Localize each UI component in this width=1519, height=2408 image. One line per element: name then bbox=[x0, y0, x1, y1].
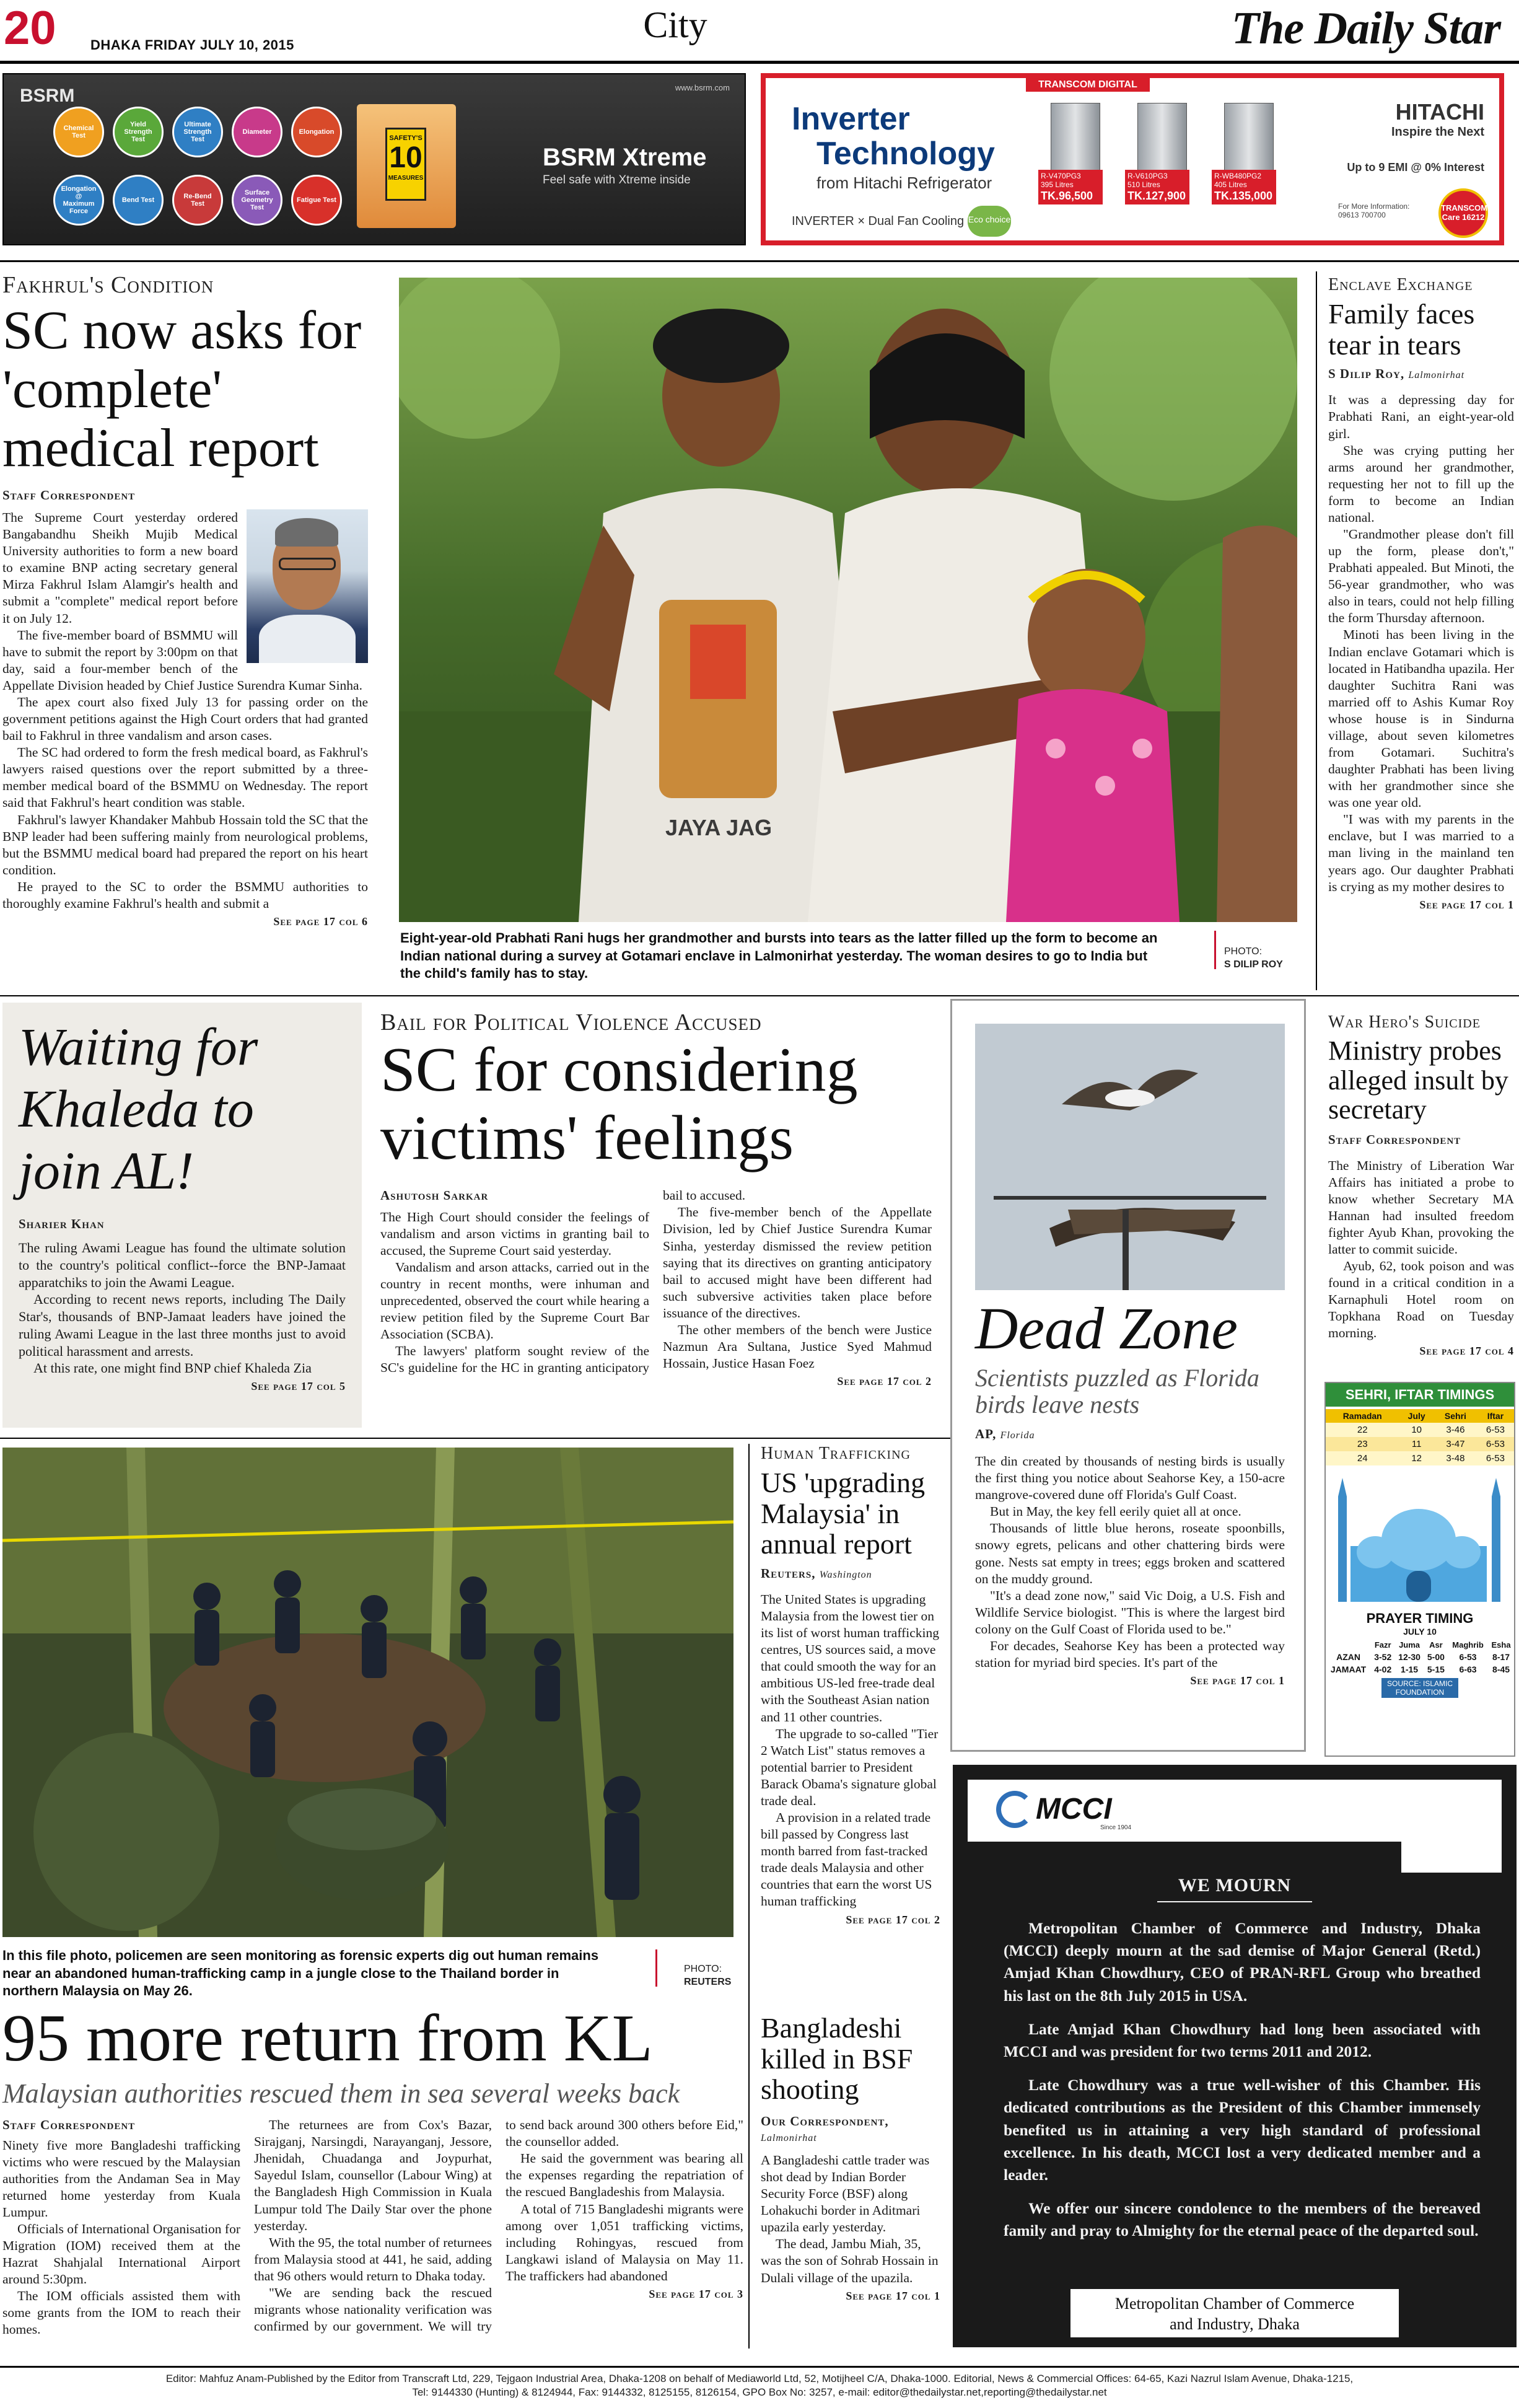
story-headline[interactable]: 95 more return from KL bbox=[2, 2002, 653, 2075]
us-col-rule bbox=[748, 1444, 750, 2349]
bsrm-tagline: Feel safe with Xtreme inside bbox=[543, 174, 691, 187]
bsrm-logo: BSRM bbox=[20, 86, 75, 106]
hitachi-ad[interactable] bbox=[761, 73, 1504, 245]
fridge-price-tag bbox=[1038, 170, 1103, 204]
paragraph: The dead, Jambu Miah, 35, was the son of Sohrab Hossain in Dulali village of the upazila. bbox=[761, 2236, 939, 2285]
prayer-header: Maghrib bbox=[1452, 1640, 1484, 1650]
trafficking-caption: In this file photo, policemen are seen monitoring as forensic experts dig out human remains near an abandoned human-trafficking camp in a jungle close to the Thailand border in northern Malaysia on May 26. bbox=[2, 1948, 599, 1999]
hitachi-brand-tag: Inspire the Next bbox=[1391, 125, 1484, 139]
paragraph: "We are sending back the rescued migrants whose nationality verification was confirmed by our government. We will try to send back around 300 others before Eid," the counsellor added. bbox=[254, 2117, 743, 2334]
paragraph: A total of 715 Bangladeshi migrants were among over 1,051 trafficking victims, including Rohingyas, rescued from Langkawi island of Malaysia on May 11. The traffickers had abandoned bbox=[506, 2201, 743, 2283]
dateline: DHAKA FRIDAY JULY 10, 2015 bbox=[90, 37, 294, 53]
story-paragraphs bbox=[19, 1239, 346, 1377]
story-headline[interactable]: Dead Zone bbox=[975, 1295, 1238, 1361]
fridge-price-tag bbox=[1125, 170, 1189, 204]
paragraph: The other members of the bench were Justice Nazmun Ara Sultana, Justice Syed Mahmud Hossain, Justice Hasan Foez bbox=[663, 1322, 932, 1371]
credit-label: PHOTO: bbox=[1224, 946, 1263, 957]
story-paragraphs bbox=[2, 2117, 743, 2365]
see-page[interactable]: See page 17 col 1 bbox=[1419, 898, 1514, 911]
trafficking-image bbox=[2, 1448, 733, 1937]
paragraph: The Ministry of Liberation War Affairs has initiated a probe to know whether Secretary MA Hannan had insulted freedom fighter Ayub Khan, provoking the latter to commit suicide. bbox=[1328, 1158, 1514, 1257]
paragraph: At this rate, one might find BNP chief Khaleda Zia bbox=[33, 1360, 312, 1376]
mcci-signature bbox=[1070, 2289, 1399, 2337]
main-photo-credit-rule bbox=[1214, 931, 1216, 969]
story-body bbox=[975, 1453, 1285, 1688]
fridge-model bbox=[1212, 103, 1286, 239]
deadzone-image bbox=[975, 1024, 1285, 1290]
story-kl bbox=[2, 2003, 743, 2350]
transcom-care-badge: TRANSCOM Care 16212 bbox=[1438, 188, 1488, 238]
prayer-date: JULY 10 bbox=[1403, 1627, 1437, 1637]
story-byline: Staff Correspondent bbox=[2, 488, 136, 503]
trafficking-credit bbox=[684, 1963, 733, 1989]
story-body bbox=[2, 509, 368, 929]
paragraph: The IOM officials assisted them with some grants from the IOM to reach their homes. bbox=[2, 2288, 240, 2337]
sehri-header: Ramadan bbox=[1326, 1409, 1399, 1423]
story-us bbox=[761, 1444, 940, 2002]
sehri-cell: 22 bbox=[1326, 1423, 1399, 1437]
sehri-cell: 10 bbox=[1399, 1423, 1434, 1437]
paragraph: The Supreme Court yesterday ordered Bangabandhu Sheikh Mujib Medical University authorities to form a new board to examine BNP acting secretary general Mirza Fakhrul Islam Alamgir's health and submit a "complete" medical report before it on July 12. bbox=[2, 510, 238, 626]
hitachi-headline-1: Inverter bbox=[792, 101, 910, 137]
paragraph: He said the government was bearing all the expenses regarding the repatriation of the rescued Bangladeshis from Malaysia. bbox=[506, 2151, 743, 2200]
prayer-source: SOURCE: ISLAMIC FOUNDATION bbox=[1381, 1678, 1458, 1698]
bsrm-url: www.bsrm.com bbox=[675, 83, 730, 92]
story-headline[interactable]: Bangladeshi killed in BSF shooting bbox=[761, 2012, 913, 2106]
paragraph: Metropolitan Chamber of Commerce and Industry, Dhaka (MCCI) deeply mourn at the sad demise of Major General (Retd.) Amjad Khan Chowdhury, CEO of PRAN-RFL Group who breathed his last on the 8th July 2015 in USA. bbox=[1004, 1919, 1481, 2005]
paragraph: Thousands of little blue herons, roseate spoonbills, snowy egrets, pelicans and other chattering birds were gone. Nests sat empty in trees; eggs broken and scattered on the muddy ground. bbox=[975, 1521, 1285, 1586]
paragraph: Late Chowdhury was a true well-wisher of this Chamber. His dedicated contributions as the President of this Chamber immensely benefited us in attaining a very high standard of professional excellence. In his death, MCCI lost a very dedicated member and a leader. bbox=[1004, 2076, 1481, 2184]
story-subhead: Scientists puzzled as Florida birds leave nests bbox=[975, 1363, 1259, 1418]
paragraph: "It's a dead zone now," said Vic Doig, a U.S. Fish and Wildlife Service biologist. "This is where the largest bird colony on the Gulf Coast of Florida used to be." bbox=[975, 1588, 1285, 1637]
sehri-cell: 3-46 bbox=[1434, 1423, 1477, 1437]
mcci-logo-mark bbox=[996, 1791, 1033, 1828]
story-headline[interactable]: SC for considering victims' feelings bbox=[380, 1035, 858, 1174]
bsrm-test-circle: Re-Bend Test bbox=[172, 175, 223, 226]
prayer-cell: 12-30 bbox=[1398, 1652, 1421, 1663]
sehri-header: July bbox=[1399, 1409, 1434, 1423]
paragraph: We offer our sincere condolence to the members of the bereaved family and pray to Almighty for the eternal peace of the departed soul. bbox=[1004, 2199, 1481, 2240]
sehri-cell: 3-48 bbox=[1434, 1451, 1477, 1465]
story-byline bbox=[1328, 366, 1514, 382]
mcci-corner-white bbox=[1401, 1780, 1502, 1873]
prayer-title: PRAYER TIMING bbox=[1366, 1610, 1474, 1627]
trafficking-photo[interactable] bbox=[2, 1448, 733, 1937]
fridge-name: R-V470PG3 bbox=[1041, 172, 1081, 180]
bsrm-test-circle: Surface Geometry Test bbox=[232, 175, 282, 226]
prayer-cell: 6-53 bbox=[1459, 1652, 1477, 1663]
sehri-cell: 23 bbox=[1326, 1437, 1399, 1451]
see-page[interactable]: See page 17 col 4 bbox=[1419, 1345, 1514, 1358]
mcci-ad[interactable] bbox=[953, 1765, 1517, 2347]
byline-place: Lalmonirhat bbox=[1408, 370, 1465, 381]
paragraph: Ninety five more Bangladeshi trafficking victims who were rescued by the Malaysian authorities from the Andaman Sea in May returned home yesterday from Kuala Lumpur. bbox=[2, 2137, 240, 2220]
prayer-header: Esha bbox=[1491, 1640, 1511, 1650]
story-byline: Staff Correspondent bbox=[2, 2117, 136, 2133]
fridge-model bbox=[1038, 103, 1113, 239]
footer-line-1: Editor: Mahfuz Anam-Published by the Editor from Transcraft Ltd, 229, Tejgaon Industrial Area, Dhaka-1208 on behalf of Mediaworld Ltd, 52, Motijheel C/A, Dhaka-1000. Editorial, News & Commercial Offices: 64-65, Kazi Nazrul Islam Avenue, Dhaka-1215, bbox=[165, 2373, 1354, 2384]
story-khaleda bbox=[2, 1003, 362, 1428]
fridge-lineup bbox=[1038, 103, 1298, 239]
hitachi-headline-2: Technology bbox=[816, 136, 995, 172]
sehri-table bbox=[1326, 1409, 1514, 1465]
bsrm-test-circle: Diameter bbox=[232, 107, 282, 157]
prayer-cell: 6-63 bbox=[1459, 1664, 1477, 1675]
bsrm-test-circle: Bend Test bbox=[113, 175, 164, 226]
story-body bbox=[380, 1187, 932, 1389]
prayer-cell: JAMAAT bbox=[1330, 1664, 1367, 1675]
paragraph: The ruling Awami League has found the ultimate solution to the country's political conflict--force the BNP-Jamaat apparatchiks to join the Awami League. bbox=[19, 1240, 346, 1290]
story-body bbox=[2, 2117, 743, 2365]
paragraph: The SC had ordered to form the fresh medical board, as Fakhrul's lawyers raised questions over the report submitted by a three-member medical board of the BSMMU on Wednesday. The report said that Fakhrul's heart condition was stable. bbox=[2, 745, 368, 811]
paragraph: The din created by thousands of nesting birds is usually the first thing you notice about Seahorse Key, a 150-acre mangrove-covered dune off Florida's Gulf Coast. bbox=[975, 1454, 1285, 1503]
mcci-signature-line-1: Metropolitan Chamber of Commerce bbox=[1114, 2295, 1355, 2313]
byline-name: AP, bbox=[975, 1426, 997, 1442]
story-deadzone bbox=[975, 1296, 1285, 1742]
paragraph: A provision in a related trade bill passed by Congress last month barred from fast-tracked trade deals Malaysia and other countries that earn the worst US human trafficking bbox=[761, 1810, 932, 1909]
safety-badge-top: SAFETY'S bbox=[389, 134, 422, 142]
sehri-cell: 11 bbox=[1399, 1437, 1434, 1451]
prayer-cell: 8-17 bbox=[1492, 1652, 1510, 1663]
bsrm-test-circle: Elongation @ Maximum Force bbox=[53, 175, 104, 226]
section-name: City bbox=[643, 4, 707, 45]
story-enclave bbox=[1328, 275, 1514, 994]
fakhrul-portrait bbox=[247, 509, 368, 663]
paragraph: The United States is upgrading Malaysia from the lowest tier on its list of worst human trafficking centres, US sources said, a move that could smooth the way for an ambitious US-led free-trade deal with the Southeast Asian nation and 11 other countries. bbox=[761, 1592, 940, 1725]
story-body bbox=[761, 2152, 940, 2303]
story-headline[interactable]: Ministry probes alleged insult by secretary bbox=[1328, 1035, 1508, 1125]
mid-rule bbox=[0, 995, 1519, 996]
see-page[interactable]: See page 17 col 2 bbox=[837, 1375, 932, 1388]
paragraph: She was crying putting her arms around her grandmother, requesting her not to fill up the form to become an Indian national. bbox=[1328, 442, 1514, 525]
story-body bbox=[761, 1591, 940, 1927]
fridge-price: TK.96,500 bbox=[1041, 189, 1093, 202]
story-headline[interactable]: SC now asks for 'complete' medical report bbox=[2, 301, 362, 479]
paragraph: The High Court should consider the feelings of vandalism and arson victims in granting bail to accused, the Supreme Court said yesterday. bbox=[380, 1209, 649, 1258]
story-bsf bbox=[761, 2013, 940, 2353]
mcci-signature-line-2: and Industry, Dhaka bbox=[1170, 2314, 1300, 2333]
prayer-cell: AZAN bbox=[1336, 1652, 1360, 1663]
trafficking-credit-rule bbox=[655, 1949, 657, 1987]
sehri-cell: 6-53 bbox=[1477, 1437, 1514, 1451]
story-paragraphs bbox=[761, 2152, 940, 2287]
byline-name: Our Correspondent, bbox=[761, 2114, 889, 2129]
story-warhero bbox=[1328, 1013, 1514, 1384]
hitachi-subline: from Hitachi Refrigerator bbox=[816, 174, 992, 192]
story-subhead: Malaysian authorities rescued them in sea several weeks back bbox=[2, 2078, 680, 2109]
sehri-cell: 12 bbox=[1399, 1451, 1434, 1465]
fridge-name: R-WB480PG2 bbox=[1214, 172, 1262, 180]
footer-line-2: Tel: 9144330 (Hunting) & 8124944, Fax: 9144332, 8125155, 8126154, GPO Box No: 3257, e-mail: editor@thedailystar.net,reporting@thedailystar.net bbox=[412, 2386, 1107, 2399]
fridge-model bbox=[1125, 103, 1199, 239]
mcci-logo-panel bbox=[968, 1780, 1401, 1842]
fridge-price: TK.127,900 bbox=[1127, 189, 1186, 202]
paragraph: According to recent news reports, including The Daily Star's, thousands of BNP-Jamaat leaders have joined the ruling Awami League in the last three months just to avoid political harassment and arrests. bbox=[19, 1291, 346, 1359]
story-body bbox=[1328, 1158, 1514, 1359]
hitachi-feature: INVERTER × Dual Fan Cooling bbox=[792, 214, 965, 228]
paragraph: Minoti has been living in the Indian enclave Gotamari which is located in Hatibandha upazila. Her daughter Suchitra Rani was married off to Ashis Kumar Roy whose house is in Sindurna village, about seven kilometres from Gotamari. Suchitra's daughter Prabhati has been living with her grandmother since she was one year old. bbox=[1328, 627, 1514, 811]
lower-rule bbox=[0, 1438, 950, 1439]
byline-place: Lalmonirhat bbox=[761, 2133, 817, 2144]
see-page[interactable]: See page 17 col 1 bbox=[846, 2289, 940, 2302]
footer-rule bbox=[0, 2366, 1519, 2368]
story-paragraphs bbox=[1328, 1158, 1514, 1342]
story-paragraphs bbox=[761, 1591, 940, 1910]
paragraph: He prayed to the SC to order the BSMMU authorities to thoroughly examine Fakhrul's health and submit a bbox=[2, 879, 368, 911]
paragraph: With the 95, the total number of returnees from Malaysia stood at 441, he said, adding that 96 others would return to Dhaka today. bbox=[254, 2234, 492, 2283]
story-byline: Ashutosh Sarkar bbox=[380, 1188, 489, 1203]
credit-name: S DILIP ROY bbox=[1224, 959, 1283, 970]
story-kicker: Fakhrul's Condition bbox=[2, 272, 214, 298]
credit-label: PHOTO: bbox=[684, 1964, 722, 1974]
hitachi-emi: Up to 9 EMI @ 0% Interest bbox=[1347, 161, 1484, 174]
story-paragraphs bbox=[975, 1453, 1285, 1671]
see-page[interactable]: See page 17 col 3 bbox=[649, 2287, 743, 2300]
story-byline bbox=[975, 1426, 1285, 1442]
main-photo[interactable] bbox=[399, 278, 1297, 922]
mcci-since: Since 1904 bbox=[1100, 1824, 1132, 1831]
mcci-logo: MCCI bbox=[1036, 1793, 1112, 1826]
footer-imprint bbox=[0, 2372, 1519, 2399]
hitachi-brand: HITACHI bbox=[1395, 99, 1484, 125]
byline-name: Reuters, bbox=[761, 1566, 816, 1581]
prayer-header: Asr bbox=[1429, 1640, 1443, 1650]
mosque-illustration bbox=[1326, 1472, 1514, 1608]
paragraph: The upgrade to so-called "Tier 2 Watch List" status removes a potential barrier to President Barack Obama's signature global trade deal. bbox=[761, 1726, 939, 1808]
hitachi-info: For More Information: 09613 700700 bbox=[1338, 202, 1410, 219]
prayer-cell: 8-45 bbox=[1492, 1664, 1510, 1675]
paragraph: It was a depressing day for Prabhati Rani, an eight-year-old girl. bbox=[1328, 392, 1514, 441]
fridge-litres: 395 Litres bbox=[1041, 180, 1074, 190]
prayer-header: Juma bbox=[1399, 1640, 1421, 1650]
paragraph: A Bangladeshi cattle trader was shot dead by Indian Border Security Force (BSF) along Lohakuchi border in Aditmari upazila early yesterday. bbox=[761, 2153, 930, 2235]
masthead bbox=[0, 0, 1519, 65]
credit-name: REUTERS bbox=[684, 1976, 732, 1987]
see-page[interactable]: See page 17 col 1 bbox=[1190, 1674, 1285, 1687]
prayer-cell: 3-52 bbox=[1374, 1652, 1392, 1663]
paragraph: "Grandmother please don't fill up the form, please don't," Prabhati appealed. But Minoti, the 56-year grandmother, who was also in tears, could not help filling the form Thursday afternoon. bbox=[1328, 526, 1514, 626]
story-kicker: Human Trafficking bbox=[761, 1444, 911, 1463]
right-col-rule bbox=[1316, 271, 1317, 990]
story-headline[interactable]: Family faces tear in tears bbox=[1328, 298, 1475, 361]
story-fakhrul bbox=[2, 271, 368, 990]
byline-name: S Dilip Roy, bbox=[1328, 366, 1405, 382]
story-bail bbox=[380, 1009, 932, 1424]
prayer-cell: 1-15 bbox=[1401, 1664, 1419, 1675]
mcci-title: WE MOURN bbox=[1178, 1875, 1292, 1896]
see-page[interactable]: See page 17 col 6 bbox=[273, 915, 368, 928]
eco-choice-badge: Eco choice bbox=[968, 206, 1011, 237]
see-page[interactable]: See page 17 col 5 bbox=[251, 1380, 346, 1392]
bsrm-product: BSRM Xtreme bbox=[543, 144, 707, 171]
sehri-row bbox=[1326, 1437, 1514, 1451]
sehri-row bbox=[1326, 1423, 1514, 1437]
prayer-cell: 5-15 bbox=[1427, 1664, 1445, 1675]
bsrm-test-circle: Yield Strength Test bbox=[113, 107, 164, 157]
bsrm-test-circle: Fatigue Test bbox=[291, 175, 342, 226]
page-number: 20 bbox=[4, 2, 56, 55]
main-photo-image bbox=[399, 278, 1297, 922]
byline-place: Washington bbox=[819, 1570, 872, 1581]
fridge-litres: 510 Litres bbox=[1127, 180, 1160, 190]
paragraph: The five-member board of BSMMU will have to submit the report by 3:00pm on that day, said a four-member bench of the Appellate Division headed by Chief Justice Surendra Kumar Sinha. bbox=[2, 627, 362, 693]
sehri-header: Sehri bbox=[1434, 1409, 1477, 1423]
prayer-row bbox=[1326, 1663, 1514, 1676]
safety-badge-number: 10 bbox=[389, 141, 422, 174]
bsrm-ad[interactable] bbox=[2, 73, 746, 245]
story-kicker: Bail for Political Violence Accused bbox=[380, 1009, 762, 1035]
paragraph: Ayub, 62, took poison and was found in a critical condition in a Karnaphuli Hotel room on Topkhana Road on Tuesday morning. bbox=[1328, 1259, 1514, 1341]
paragraph: The lawyers' platform sought review of the SC's guideline for the HC in granting anticipatory bail to accused. bbox=[380, 1188, 746, 1376]
byline-place: Florida bbox=[1000, 1430, 1035, 1441]
fridge-name: R-V610PG3 bbox=[1127, 172, 1168, 180]
paragraph: Officials of International Organisation for Migration (IOM) received them at the Hazrat Shahjalal International Airport around 5:30pm. bbox=[2, 2221, 240, 2287]
paragraph: "I was with my parents in the enclave, but I was married to a man living in the mainland ten years ago. Our daughter Prabhati is crying as my mother desires to bbox=[1328, 812, 1514, 894]
sehri-title: SEHRI, IFTAR TIMINGS bbox=[1326, 1383, 1514, 1407]
prayer-cell: 4-02 bbox=[1374, 1664, 1392, 1675]
story-byline: Sharier Khan bbox=[19, 1216, 105, 1232]
shirt-text: JAYA JAG bbox=[665, 815, 773, 840]
paragraph: The returnees are from Cox's Bazar, Sirajganj, Narsingdi, Narayanganj, Jessore, Jhenidah, Chuadanga and Joypurhat, Sayedul Islam, counsellor (Labour Wing) at the Bangladesh High Commission in Kuala Lumpur told The Daily Star over the phone yesterday. bbox=[254, 2117, 492, 2233]
prayer-table bbox=[1326, 1639, 1514, 1676]
paragraph: Vandalism and arson attacks, carried out in the country in recent months, were inhuman and unprecedented, observed the court while hearing a review petition filed by the Supreme Court Bar Association (SCBA). bbox=[380, 1260, 649, 1342]
sehri-header: Iftar bbox=[1477, 1409, 1514, 1423]
story-byline: Staff Correspondent bbox=[1328, 1131, 1461, 1147]
main-photo-credit bbox=[1224, 946, 1298, 972]
story-byline bbox=[761, 1566, 940, 1581]
paragraph: Late Amjad Khan Chowdhury had long been associated with MCCI and was president for two terms 2011 and 2012. bbox=[1004, 2019, 1481, 2061]
paragraph: For decades, Seahorse Key has been a protected way station for myriad bird species. It's part of the bbox=[975, 1638, 1285, 1670]
story-kicker: Enclave Exchange bbox=[1328, 275, 1473, 294]
deadzone-photo[interactable] bbox=[975, 1024, 1285, 1290]
ads-rule bbox=[0, 260, 1519, 262]
mcci-body bbox=[1004, 1917, 1481, 2254]
bsrm-test-circle: Elongation bbox=[291, 107, 342, 157]
prayer-row bbox=[1326, 1651, 1514, 1663]
fridge-litres: 405 Litres bbox=[1214, 180, 1247, 190]
story-body bbox=[19, 1239, 346, 1393]
story-headline[interactable]: Waiting for Khaleda to join AL! bbox=[19, 1017, 258, 1200]
story-paragraphs bbox=[380, 1187, 932, 1389]
masthead-rule bbox=[0, 61, 1519, 64]
prayer-header bbox=[1326, 1639, 1371, 1651]
transcom-label: TRANSCOM DIGITAL bbox=[1026, 78, 1150, 92]
fridge-price: TK.135,000 bbox=[1214, 189, 1273, 202]
safety-badge bbox=[385, 128, 426, 201]
story-byline bbox=[761, 2114, 940, 2145]
paper-logo[interactable]: The Daily Star bbox=[1231, 3, 1500, 54]
paragraph: But in May, the key fell eerily quiet all at once. bbox=[990, 1504, 1241, 1519]
story-headline[interactable]: US 'upgrading Malaysia' in annual report bbox=[761, 1467, 926, 1560]
sehri-cell: 24 bbox=[1326, 1451, 1399, 1465]
sehri-cell: 6-53 bbox=[1477, 1451, 1514, 1465]
bsrm-test-circle: Chemical Test bbox=[53, 107, 104, 157]
sehri-row bbox=[1326, 1451, 1514, 1465]
prayer-header: Fazr bbox=[1374, 1640, 1391, 1650]
sehri-cell: 6-53 bbox=[1477, 1423, 1514, 1437]
fridge-price-tag bbox=[1212, 170, 1276, 204]
bsrm-test-circle: Ultimate Strength Test bbox=[172, 107, 223, 157]
sehri-cell: 3-47 bbox=[1434, 1437, 1477, 1451]
mcci-title-underline bbox=[1157, 1901, 1312, 1902]
main-photo-caption: Eight-year-old Prabhati Rani hugs her grandmother and bursts into tears as the latter filled up the form to become an Indian national during a survey at Gotamari enclave in Lalmonirhat yesterday. The woman desires to go to India but the child's family has to stay. bbox=[400, 930, 1158, 982]
story-paragraphs bbox=[1328, 392, 1514, 895]
paragraph: The apex court also fixed July 13 for passing order on the government petitions against the High Court orders that had granted bail to Fakhrul in three vandalism and arson cases. bbox=[2, 694, 368, 744]
safety-badge-bottom: MEASURES bbox=[388, 174, 424, 182]
sehri-box bbox=[1324, 1382, 1515, 1757]
story-kicker: War Hero's Suicide bbox=[1328, 1013, 1481, 1032]
story-body bbox=[1328, 392, 1514, 912]
paragraph: Fakhrul's lawyer Khandaker Mahbub Hossain told the SC that the BNP leader had been suffering mainly from neurological problems, but the BSMMU medical board had prepared the report on his heart condition. bbox=[2, 812, 368, 877]
paragraph: The five-member bench of the Appellate Division, led by Chief Justice Surendra Kumar Sinha, yesterday dismissed the review petition saying that its directives on granting anticipatory bail to accused might have been different had such subversive activities taken place before issuance of the directives. bbox=[663, 1205, 932, 1320]
see-page[interactable]: See page 17 col 2 bbox=[846, 1913, 940, 1926]
bsrm-hand-graphic bbox=[357, 104, 456, 228]
prayer-cell: 5-00 bbox=[1427, 1652, 1445, 1663]
